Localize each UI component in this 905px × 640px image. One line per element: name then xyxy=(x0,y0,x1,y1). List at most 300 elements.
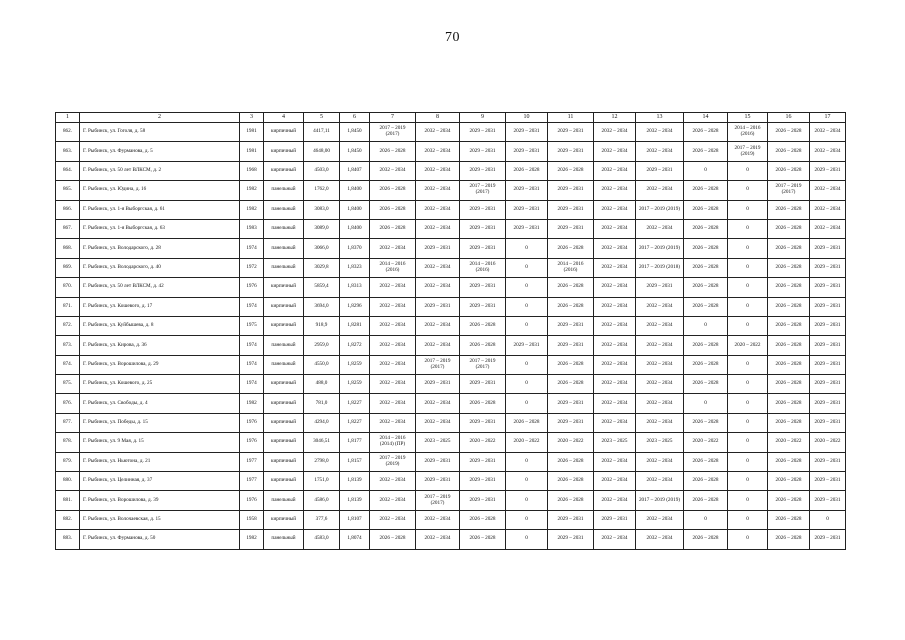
table-row xyxy=(56,472,846,491)
table-cell: 2017 – 2019 (2017) xyxy=(460,355,506,374)
address-cell: Г. Рыбинск, ул. 9 Мая, д. 15 xyxy=(80,433,240,452)
table-row xyxy=(56,297,846,316)
table-cell: 0 xyxy=(728,239,768,258)
table-cell: 1972 xyxy=(240,258,264,277)
table-cell: 2029 – 2031 xyxy=(460,413,506,432)
table-row xyxy=(56,142,846,161)
table-header xyxy=(56,113,846,123)
table-cell: 3083,0 xyxy=(304,200,340,219)
table-cell: 2026 – 2028 xyxy=(768,413,810,432)
table-cell: 2032 – 2034 xyxy=(594,530,636,549)
table-cell: 0 xyxy=(506,510,548,529)
table-cell: 2026 – 2028 xyxy=(768,394,810,413)
table-cell: 1983 xyxy=(240,219,264,238)
table-cell: 1,8139 xyxy=(340,472,370,491)
table-cell: 2029 – 2031 xyxy=(460,491,506,510)
address-cell: Г. Рыбинск, ул. Ворошилова, д. 39 xyxy=(80,491,240,510)
table-cell: 2029 – 2031 xyxy=(416,452,460,471)
table-cell: 2026 – 2028 xyxy=(768,278,810,297)
table-row xyxy=(56,200,846,219)
table-cell: 2026 – 2028 xyxy=(768,258,810,277)
table-cell: 2032 – 2034 xyxy=(594,123,636,142)
address-cell: Г. Рыбинск, ул. 50 лет ВЛКСМ, д. 42 xyxy=(80,278,240,297)
table-cell: 2029 – 2031 xyxy=(548,530,594,549)
table-cell: 2029 – 2031 xyxy=(460,278,506,297)
table-cell: кирпичный xyxy=(264,297,304,316)
table-cell: 1968 xyxy=(240,161,264,180)
table-cell: 2026 – 2028 xyxy=(768,472,810,491)
table-cell: 2017 – 2019 (2018) xyxy=(636,258,684,277)
table-cell: 2020 – 2022 xyxy=(548,433,594,452)
table-cell: 2017 – 2019 (2017) xyxy=(460,181,506,200)
table-cell: 2029 – 2031 xyxy=(810,258,846,277)
table-cell: 2032 – 2034 xyxy=(416,258,460,277)
row-number-cell: 871. xyxy=(56,297,80,316)
table-cell: 2032 – 2034 xyxy=(810,219,846,238)
table-cell: 2020 – 2022 xyxy=(460,433,506,452)
table-cell: 2032 – 2034 xyxy=(594,181,636,200)
table-cell: 2032 – 2034 xyxy=(636,530,684,549)
table-cell: 0 xyxy=(506,258,548,277)
row-number-cell: 875. xyxy=(56,375,80,394)
table-cell: 2026 – 2028 xyxy=(548,278,594,297)
table-row xyxy=(56,316,846,335)
table-cell: 2029 – 2031 xyxy=(460,297,506,316)
table-cell: 2026 – 2028 xyxy=(684,239,728,258)
table-body xyxy=(56,123,846,550)
table-cell: 2026 – 2028 xyxy=(684,123,728,142)
table-cell: 2026 – 2028 xyxy=(460,530,506,549)
row-number-cell: 866. xyxy=(56,200,80,219)
table-cell: 2026 – 2028 xyxy=(684,297,728,316)
table-cell: 2032 – 2034 xyxy=(636,219,684,238)
table-cell: 1,8227 xyxy=(340,413,370,432)
table-cell: 2017 – 2019 (2019) xyxy=(636,239,684,258)
table-cell: 2020 – 2022 xyxy=(506,433,548,452)
table-cell: панельный xyxy=(264,258,304,277)
table-cell: 2029 – 2031 xyxy=(810,375,846,394)
table-cell: 2026 – 2028 xyxy=(684,530,728,549)
table-cell: 2026 – 2028 xyxy=(684,472,728,491)
table-cell: 2026 – 2028 xyxy=(684,258,728,277)
table-cell: 2026 – 2028 xyxy=(370,219,416,238)
table-cell: 2032 – 2034 xyxy=(594,142,636,161)
table-cell: 2029 – 2031 xyxy=(594,510,636,529)
table-cell: 1,8177 xyxy=(340,433,370,452)
row-number-cell: 874. xyxy=(56,355,80,374)
table-cell: 1,8370 xyxy=(340,239,370,258)
row-number-cell: 872. xyxy=(56,316,80,335)
table-cell: 2026 – 2028 xyxy=(460,394,506,413)
table-cell: 2032 – 2034 xyxy=(416,336,460,355)
table-cell: 2032 – 2034 xyxy=(370,355,416,374)
table-cell: кирпичный xyxy=(264,433,304,452)
table-cell: 4503,0 xyxy=(304,161,340,180)
table-cell: 2014 – 2016 (2016) xyxy=(728,123,768,142)
table-cell: кирпичный xyxy=(264,452,304,471)
table-cell: 2026 – 2028 xyxy=(768,123,810,142)
table-cell: 2959,0 xyxy=(304,336,340,355)
table-cell: 2032 – 2034 xyxy=(594,200,636,219)
table-cell: 1,8157 xyxy=(340,452,370,471)
table-row xyxy=(56,433,846,452)
table-cell: 2026 – 2028 xyxy=(768,161,810,180)
table-cell: 0 xyxy=(506,278,548,297)
table-cell: 1982 xyxy=(240,394,264,413)
table-cell: 2026 – 2028 xyxy=(506,413,548,432)
table-row xyxy=(56,123,846,142)
table-cell: 2029 – 2031 xyxy=(810,530,846,549)
table-cell: кирпичный xyxy=(264,161,304,180)
table-cell: 2032 – 2034 xyxy=(594,394,636,413)
table-cell: кирпичный xyxy=(264,316,304,335)
table-cell: 2032 – 2034 xyxy=(370,239,416,258)
table-cell: 1,8074 xyxy=(340,530,370,549)
table-cell: 0 xyxy=(506,530,548,549)
address-cell: Г. Рыбинск, ул. Кошевого, д. 17 xyxy=(80,297,240,316)
table-cell: 2032 – 2034 xyxy=(636,413,684,432)
address-cell: Г. Рыбинск, ул. Победы, д. 15 xyxy=(80,413,240,432)
row-number-cell: 867. xyxy=(56,219,80,238)
column-header-16: 16 xyxy=(768,113,810,123)
table-cell: 2026 – 2028 xyxy=(684,200,728,219)
table-cell: 1981 xyxy=(240,123,264,142)
column-header-14: 14 xyxy=(684,113,728,123)
table-cell: 2020 – 2022 xyxy=(810,433,846,452)
column-header-8: 8 xyxy=(416,113,460,123)
table-cell: 2026 – 2028 xyxy=(684,375,728,394)
table-cell: 1976 xyxy=(240,491,264,510)
table-cell: 1974 xyxy=(240,239,264,258)
table-cell: 1981 xyxy=(240,142,264,161)
registry-table xyxy=(55,112,846,550)
table-cell: кирпичный xyxy=(264,472,304,491)
table-cell: 2032 – 2034 xyxy=(636,510,684,529)
table-cell: 1,8400 xyxy=(340,181,370,200)
table-cell: 2029 – 2031 xyxy=(460,239,506,258)
table-cell: 4417,11 xyxy=(304,123,340,142)
table-cell: 2032 – 2034 xyxy=(636,355,684,374)
table-cell: панельный xyxy=(264,219,304,238)
table-cell: 2029 – 2031 xyxy=(810,413,846,432)
table-cell: 2032 – 2034 xyxy=(370,297,416,316)
table-cell: 2032 – 2034 xyxy=(370,161,416,180)
table-cell: 0 xyxy=(728,258,768,277)
row-number-cell: 868. xyxy=(56,239,80,258)
table-cell: 2032 – 2034 xyxy=(370,278,416,297)
row-number-cell: 865. xyxy=(56,181,80,200)
row-number-cell: 880. xyxy=(56,472,80,491)
table-cell: 0 xyxy=(506,375,548,394)
table-cell: 0 xyxy=(506,297,548,316)
table-cell: 1,8313 xyxy=(340,278,370,297)
table-cell: панельный xyxy=(264,239,304,258)
table-cell: 2798,0 xyxy=(304,452,340,471)
table-cell: 2026 – 2028 xyxy=(768,200,810,219)
table-row xyxy=(56,336,846,355)
row-number-cell: 864. xyxy=(56,161,80,180)
table-cell: 1976 xyxy=(240,413,264,432)
table-cell: 2032 – 2034 xyxy=(416,142,460,161)
table-cell: 2020 – 2022 xyxy=(728,336,768,355)
table-cell: 1,8259 xyxy=(340,375,370,394)
address-cell: Г. Рыбинск, ул. 1-я Выборгская, д. 61 xyxy=(80,200,240,219)
column-header-11: 11 xyxy=(548,113,594,123)
table-row xyxy=(56,278,846,297)
table-cell: 2032 – 2034 xyxy=(636,394,684,413)
address-cell: Г. Рыбинск, ул. Фурманова, д. 50 xyxy=(80,530,240,549)
table-cell: 1,8139 xyxy=(340,491,370,510)
table-cell: 1,8272 xyxy=(340,336,370,355)
table-cell: 2026 – 2028 xyxy=(548,491,594,510)
table-cell: 1974 xyxy=(240,336,264,355)
table-row xyxy=(56,239,846,258)
table-cell: 1974 xyxy=(240,355,264,374)
table-cell: 2032 – 2034 xyxy=(416,394,460,413)
table-cell: 0 xyxy=(728,278,768,297)
table-cell: 2032 – 2034 xyxy=(416,278,460,297)
table-cell: 2026 – 2028 xyxy=(548,452,594,471)
table-cell: 2026 – 2028 xyxy=(370,530,416,549)
table-cell: 2029 – 2031 xyxy=(548,394,594,413)
address-cell: Г. Рыбинск, ул. Целинная, д. 37 xyxy=(80,472,240,491)
table-cell: 1974 xyxy=(240,375,264,394)
table-cell: кирпичный xyxy=(264,510,304,529)
table-cell: 2029 – 2031 xyxy=(810,278,846,297)
table-cell: 2032 – 2034 xyxy=(594,239,636,258)
row-number-cell: 870. xyxy=(56,278,80,297)
address-cell: Г. Рыбинск, ул. Куйбышева, д. 8 xyxy=(80,316,240,335)
table-cell: 2029 – 2031 xyxy=(810,239,846,258)
table-cell: 1762,0 xyxy=(304,181,340,200)
address-cell: Г. Рыбинск, ул. Кошевого, д. 25 xyxy=(80,375,240,394)
table-cell: 2026 – 2028 xyxy=(370,181,416,200)
table-cell: 2032 – 2034 xyxy=(594,316,636,335)
table-row xyxy=(56,510,846,529)
table-cell: 1976 xyxy=(240,433,264,452)
table-cell: панельный xyxy=(264,355,304,374)
table-row xyxy=(56,530,846,549)
table-cell: кирпичный xyxy=(264,394,304,413)
table-cell: 2026 – 2028 xyxy=(768,355,810,374)
table-row xyxy=(56,491,846,510)
table-cell: панельный xyxy=(264,491,304,510)
table-cell: 2032 – 2034 xyxy=(370,491,416,510)
table-cell: 2032 – 2034 xyxy=(416,200,460,219)
table-cell: 2026 – 2028 xyxy=(548,239,594,258)
table-cell: 1976 xyxy=(240,278,264,297)
table-cell: 0 xyxy=(728,375,768,394)
table-cell: 2020 – 2022 xyxy=(684,433,728,452)
column-header-4: 4 xyxy=(264,113,304,123)
table-cell: 2032 – 2034 xyxy=(636,452,684,471)
table-cell: 2032 – 2034 xyxy=(594,258,636,277)
row-number-cell: 879. xyxy=(56,452,80,471)
column-header-13: 13 xyxy=(636,113,684,123)
table-cell: 1977 xyxy=(240,472,264,491)
table-cell: 2026 – 2028 xyxy=(684,219,728,238)
table-cell: 2014 – 2016 (2016) xyxy=(460,258,506,277)
table-cell: 2026 – 2028 xyxy=(684,336,728,355)
address-cell: Г. Рыбинск, ул. Ворошилова, д. 29 xyxy=(80,355,240,374)
table-cell: 0 xyxy=(728,433,768,452)
table-cell: 2029 – 2031 xyxy=(460,452,506,471)
table-cell: 1,8259 xyxy=(340,355,370,374)
table-cell: 2026 – 2028 xyxy=(548,375,594,394)
table-cell: 0 xyxy=(506,394,548,413)
address-cell: Г. Рыбинск, ул. Гоголя, д. 58 xyxy=(80,123,240,142)
table-cell: 918,9 xyxy=(304,316,340,335)
table-cell: 2029 – 2031 xyxy=(416,239,460,258)
table-row xyxy=(56,355,846,374)
table-cell: 0 xyxy=(684,161,728,180)
table-cell: 2029 – 2031 xyxy=(548,123,594,142)
column-header-7: 7 xyxy=(370,113,416,123)
table-cell: 2026 – 2028 xyxy=(768,239,810,258)
column-header-1: 1 xyxy=(56,113,80,123)
table-cell: 0 xyxy=(728,219,768,238)
table-cell: 2032 – 2034 xyxy=(594,297,636,316)
table-cell: 2026 – 2028 xyxy=(768,336,810,355)
address-cell: Г. Рыбинск, ул. Волочаевская, д. 15 xyxy=(80,510,240,529)
table-cell: 0 xyxy=(506,472,548,491)
column-header-9: 9 xyxy=(460,113,506,123)
table-cell: 0 xyxy=(728,316,768,335)
table-cell: 2017 – 2019 (2019) xyxy=(636,200,684,219)
table-row xyxy=(56,161,846,180)
table-cell: 1751,0 xyxy=(304,472,340,491)
address-cell: Г. Рыбинск, ул. 50 лет ВЛКСМ, д. 2 xyxy=(80,161,240,180)
table-cell: 2014 – 2016 (2016) xyxy=(370,258,416,277)
address-cell: Г. Рыбинск, ул. Юдина, д. 16 xyxy=(80,181,240,200)
table-cell: панельный xyxy=(264,181,304,200)
table-cell: 2029 – 2031 xyxy=(548,142,594,161)
table-cell: 2026 – 2028 xyxy=(768,375,810,394)
row-number-cell: 878. xyxy=(56,433,80,452)
table-cell: 2026 – 2028 xyxy=(768,491,810,510)
table-cell: 2026 – 2028 xyxy=(684,413,728,432)
address-cell: Г. Рыбинск, ул. Фурманова, д. 5 xyxy=(80,142,240,161)
table-cell: 3089,0 xyxy=(304,219,340,238)
table-cell: 2032 – 2034 xyxy=(594,375,636,394)
table-cell: 2029 – 2031 xyxy=(460,219,506,238)
table-cell: 1,8281 xyxy=(340,316,370,335)
table-cell: 5859,4 xyxy=(304,278,340,297)
table-cell: 2029 – 2031 xyxy=(506,142,548,161)
table-cell: 4648,00 xyxy=(304,142,340,161)
table-cell: кирпичный xyxy=(264,123,304,142)
table-cell: 3694,0 xyxy=(304,297,340,316)
row-number-cell: 863. xyxy=(56,142,80,161)
table-cell: 2032 – 2034 xyxy=(416,510,460,529)
table-cell: 4586,0 xyxy=(304,491,340,510)
table-cell: 2032 – 2034 xyxy=(594,161,636,180)
table-cell: 0 xyxy=(728,200,768,219)
table-cell: 2026 – 2028 xyxy=(370,200,416,219)
table-cell: 2032 – 2034 xyxy=(370,472,416,491)
table-cell: 2026 – 2028 xyxy=(460,316,506,335)
table-cell: 2017 – 2019 (2017) xyxy=(370,123,416,142)
table-cell: 4583,0 xyxy=(304,530,340,549)
page-number: 70 xyxy=(445,30,460,45)
table-cell: 2032 – 2034 xyxy=(594,413,636,432)
table-cell: 1,8296 xyxy=(340,297,370,316)
table-cell: 2032 – 2034 xyxy=(636,142,684,161)
table-cell: 1982 xyxy=(240,181,264,200)
table-cell: 2014 – 2016 (2014) (ПР) xyxy=(370,433,416,452)
row-number-cell: 873. xyxy=(56,336,80,355)
address-cell: Г. Рыбинск, ул. Володарского, д. 28 xyxy=(80,239,240,258)
table-cell: 2032 – 2034 xyxy=(810,181,846,200)
table-cell: кирпичный xyxy=(264,278,304,297)
table-cell: 0 xyxy=(506,355,548,374)
table-cell: 1,8107 xyxy=(340,510,370,529)
table-cell: 2029 – 2031 xyxy=(506,336,548,355)
column-header-5: 5 xyxy=(304,113,340,123)
table-cell: 2032 – 2034 xyxy=(370,336,416,355)
table-cell: 2032 – 2034 xyxy=(636,316,684,335)
table-cell: 488,0 xyxy=(304,375,340,394)
table-cell: панельный xyxy=(264,336,304,355)
table-cell: панельный xyxy=(264,200,304,219)
table-cell: 2029 – 2031 xyxy=(636,161,684,180)
table-cell: 0 xyxy=(728,297,768,316)
table-cell: 1982 xyxy=(240,200,264,219)
table-cell: 2026 – 2028 xyxy=(768,530,810,549)
table-cell: 2017 – 2019 (2019) xyxy=(636,491,684,510)
table-cell: 3066,0 xyxy=(304,239,340,258)
table-cell: 2026 – 2028 xyxy=(684,278,728,297)
table-cell: 2026 – 2028 xyxy=(768,142,810,161)
table-row xyxy=(56,452,846,471)
table-cell: 2017 – 2019 (2017) xyxy=(416,491,460,510)
table-cell: 2026 – 2028 xyxy=(460,510,506,529)
table-cell: 2029 – 2031 xyxy=(548,181,594,200)
table-cell: 2032 – 2034 xyxy=(416,161,460,180)
table-cell: 3046,51 xyxy=(304,433,340,452)
table-cell: 2029 – 2031 xyxy=(636,278,684,297)
table-cell: 0 xyxy=(728,491,768,510)
table-cell: 2026 – 2028 xyxy=(684,491,728,510)
column-header-15: 15 xyxy=(728,113,768,123)
row-number-cell: 869. xyxy=(56,258,80,277)
table-cell: 2026 – 2028 xyxy=(548,472,594,491)
column-header-10: 10 xyxy=(506,113,548,123)
table-cell: панельный xyxy=(264,530,304,549)
table-cell: 2032 – 2034 xyxy=(370,413,416,432)
table-cell: 0 xyxy=(684,394,728,413)
table-cell: 2023 – 2025 xyxy=(636,433,684,452)
table-cell: 1,8400 xyxy=(340,219,370,238)
table-cell: 2032 – 2034 xyxy=(810,200,846,219)
table-cell: 2029 – 2031 xyxy=(506,181,548,200)
table-cell: 2029 – 2031 xyxy=(506,123,548,142)
table-cell: 1982 xyxy=(240,530,264,549)
table-cell: 2032 – 2034 xyxy=(636,375,684,394)
row-number-cell: 862. xyxy=(56,123,80,142)
table-cell: 1,8227 xyxy=(340,394,370,413)
table-cell: 2026 – 2028 xyxy=(684,142,728,161)
table-cell: кирпичный xyxy=(264,375,304,394)
table-cell: 2032 – 2034 xyxy=(370,394,416,413)
table-cell: 1,8450 xyxy=(340,123,370,142)
table-cell: 2029 – 2031 xyxy=(810,161,846,180)
table-cell: 2029 – 2031 xyxy=(548,413,594,432)
table-cell: 2032 – 2034 xyxy=(636,123,684,142)
table-cell: 2032 – 2034 xyxy=(810,123,846,142)
row-number-cell: 881. xyxy=(56,491,80,510)
table-cell: 1,8323 xyxy=(340,258,370,277)
